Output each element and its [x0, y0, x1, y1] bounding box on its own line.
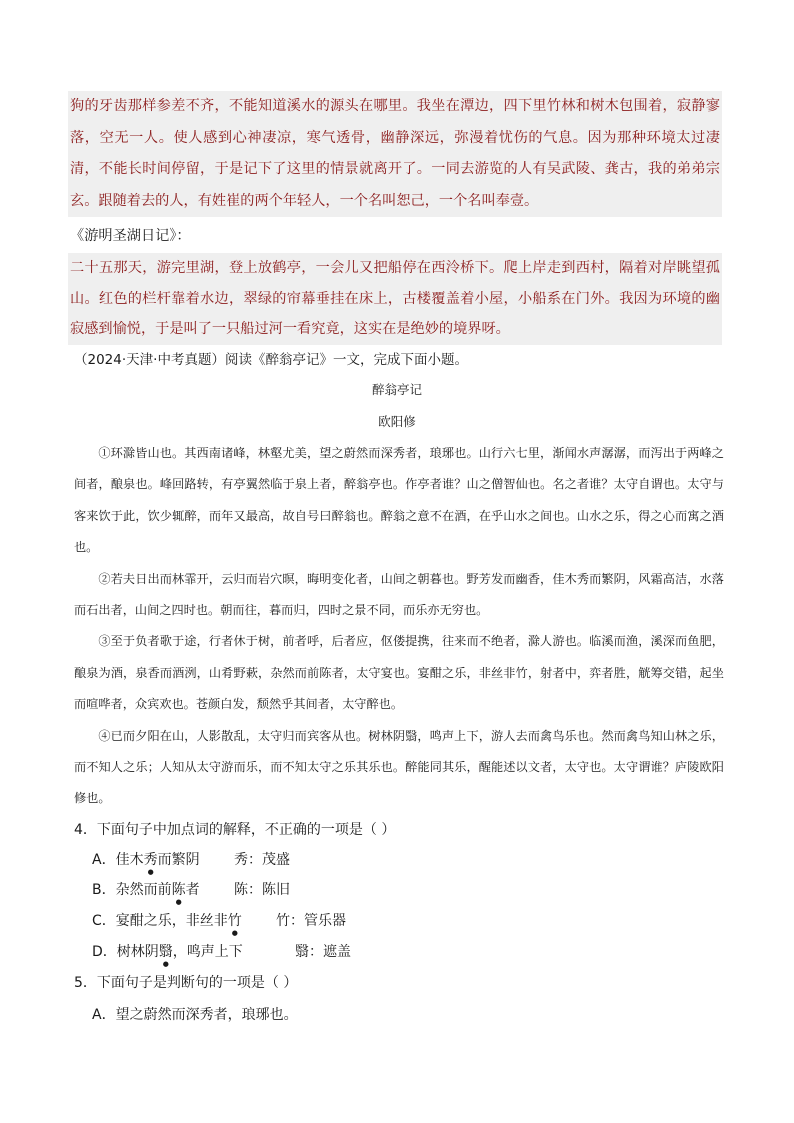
question-5-stem: 5．下面句子是判断句的一项是（ ）: [74, 975, 298, 991]
question-4-option-a: [92, 846, 290, 876]
dotted-word: 陈: [171, 882, 186, 898]
option-letter: A．: [92, 1007, 116, 1023]
option-gloss: 秀：茂盛: [234, 852, 290, 868]
option-text: 而繁阴: [157, 852, 200, 868]
translation-paragraph-1: 狗的牙齿那样参差不齐，不能知道溪水的源头在哪里。我坐在潭边，四下里竹林和树木包围着，寂静寥落，空无一人。使人感到心神凄凉，寒气透骨，幽静深远，弥漫着忧伤的气息。因为那种环境太过凄清，不能长时间停留，于是记下了这里的情景就离开了。一同去游览的人有吴武陵、龚古，我的弟弟宗玄。跟随着去的人，有姓崔的两个年轻人，一个名叫恕己，一个名叫奉壹。: [70, 98, 720, 209]
question-source-line: （2024·天津·中考真题）阅读《醉翁亭记》一文，完成下面小题。: [74, 352, 468, 368]
option-text: 望之蔚然而深秀者，琅琊也。: [115, 1007, 298, 1023]
translation-block-2: [68, 253, 722, 345]
option-text: 宴酣之乐，非丝非: [115, 913, 228, 929]
question-4-option-b: [92, 876, 290, 906]
option-text: ，鸣声上下: [172, 944, 243, 960]
option-letter: C．: [92, 913, 116, 929]
dotted-word: 竹: [227, 913, 242, 929]
option-text: 者: [185, 882, 200, 898]
translation-block-1: [68, 91, 722, 217]
option-gloss: 竹：管乐器: [276, 913, 346, 929]
translation-paragraph-2: 二十五那天，游完里湖，登上放鹤亭，一会儿又把船停在西泠桥下。爬上岸走到西村，隔着对岸眺望孤山。红色的栏杆靠着水边，翠绿的帘幕垂挂在床上，古楼覆盖着小屋，小船系在门外。我因为环境的幽寂感到愉悦，于是叫了一只船过河一看究竟，这实在是绝妙的境界呀。: [70, 260, 720, 337]
essay-paragraph-1: ①环滁皆山也。其西南诸峰，林壑尤美，望之蔚然而深秀者，琅琊也。山行六七里，渐闻水声潺潺，而泻出于两峰之间者，酿泉也。峰回路转，有亭翼然临于泉上者，醉翁亭也。作亭者谁？山之僧智仙也。名之者谁？太守自谓也。太守与客来饮于此，饮少辄醉，而年又最高，故自号曰醉翁也。醉翁之意不在酒，在乎山水之间也。山水之乐，得之心而寓之酒也。: [74, 446, 724, 555]
option-text: 树林阴: [116, 944, 159, 960]
question-5-option-a: [92, 1001, 298, 1029]
essay-paragraph-3: ③至于负者歌于途，行者休于树，前者呼，后者应，伛偻提携，往来而不绝者，滁人游也。临溪而渔，溪深而鱼肥，酿泉为酒，泉香而酒洌，山肴野蔌，杂然而前陈者，太守宴也。宴酣之乐，非丝非竹，射者中，弈者胜，觥筹交错，起坐而喧哗者，众宾欢也。苍颜白发，颓然乎其间者，太守醉也。: [74, 634, 724, 712]
option-text: 佳木: [115, 852, 144, 868]
essay-paragraph-4: ④已而夕阳在山，人影散乱，太守归而宾客从也。树林阴翳，鸣声上下，游人去而禽鸟乐也。然而禽鸟知山林之乐，而不知人之乐；人知从太守游而乐，而不知太守之乐其乐也。醉能同其乐，醒能述以文者，太守也。太守谓谁？庐陵欧阳修也。: [74, 728, 724, 806]
dotted-word: 秀: [143, 852, 158, 868]
option-text: 杂然而前: [115, 882, 172, 898]
question-4-option-c: [92, 907, 346, 937]
option-letter: D．: [92, 944, 117, 960]
option-gloss: 陈：陈旧: [234, 882, 290, 898]
option-letter: B．: [92, 882, 116, 898]
option-gloss: 翳：遮盖: [295, 944, 351, 960]
essay-author: 欧阳修: [378, 414, 416, 429]
dotted-word: 翳: [158, 944, 173, 960]
question-4-stem: 4．下面句子中加点词的解释，不正确的一项是（ ）: [74, 822, 396, 838]
essay-body: [74, 438, 724, 815]
option-letter: A．: [92, 852, 116, 868]
essay-title: 醉翁亭记: [371, 382, 422, 397]
translation-label-2: 《游明圣湖日记》：: [70, 228, 191, 244]
question-4-option-d: [92, 938, 351, 968]
essay-paragraph-2: ②若夫日出而林霏开，云归而岩穴暝，晦明变化者，山间之朝暮也。野芳发而幽香，佳木秀而繁阴，风霜高洁，水落而石出者，山间之四时也。朝而往，暮而归，四时之景不同，而乐亦无穷也。: [74, 571, 724, 618]
